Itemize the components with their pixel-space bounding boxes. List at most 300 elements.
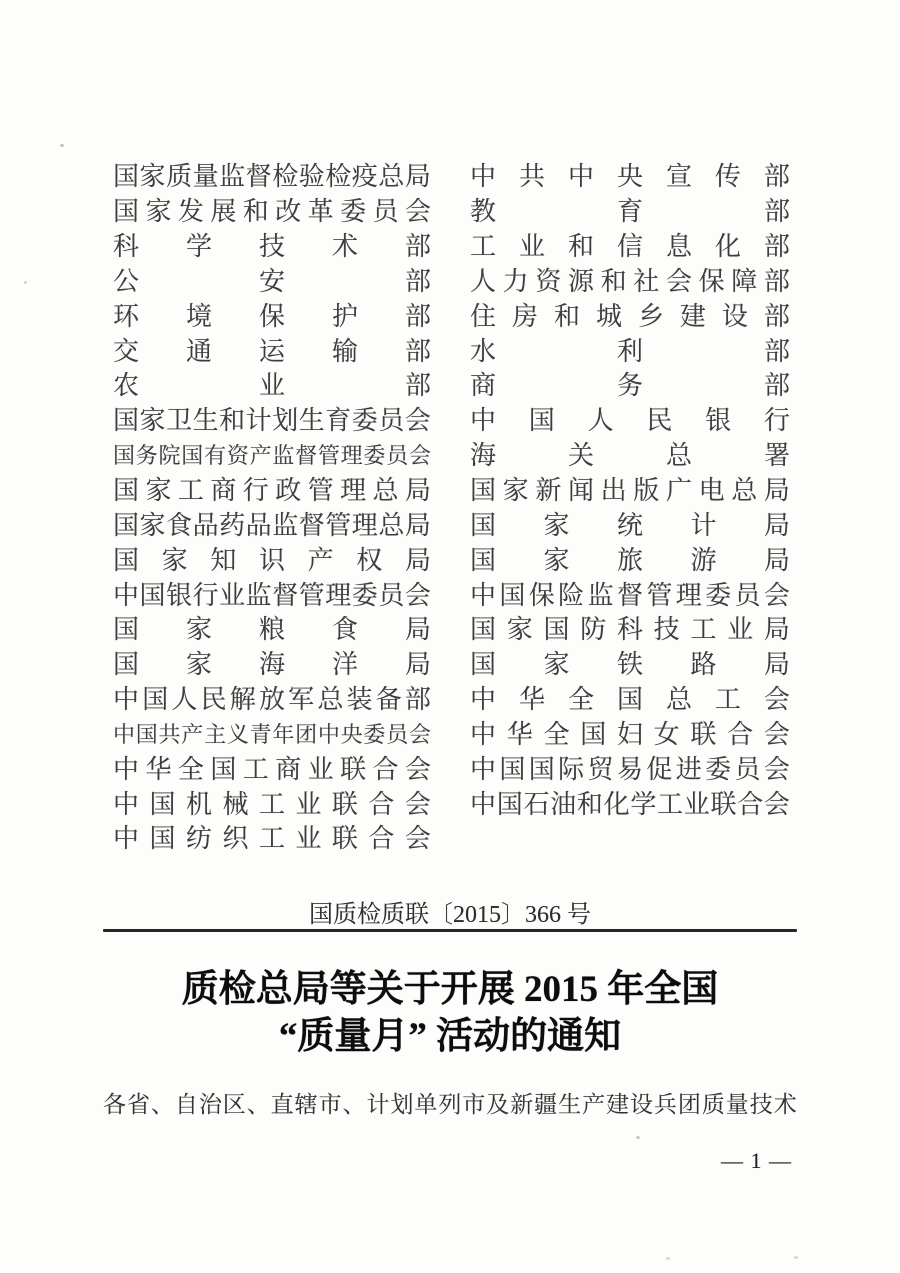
- char: 务: [616, 371, 643, 401]
- char: 省: [126, 1092, 150, 1117]
- char: 国: [113, 406, 140, 436]
- char: 部: [404, 336, 431, 366]
- char: 行: [763, 406, 790, 436]
- char: 督: [272, 580, 299, 610]
- char: 央: [616, 162, 643, 192]
- char: 家: [139, 510, 166, 540]
- char: 人: [470, 266, 497, 296]
- char: 监: [272, 510, 299, 540]
- char: 产: [181, 721, 204, 747]
- agency-name-row: [470, 265, 790, 300]
- char: 家: [506, 615, 533, 645]
- char: 理: [675, 580, 702, 610]
- char: 会: [404, 824, 431, 854]
- char: 农: [113, 371, 140, 401]
- scan-speck: [24, 281, 27, 284]
- char: 公: [113, 266, 140, 296]
- char: 放: [258, 685, 285, 715]
- char: 会: [408, 721, 431, 747]
- char: 部: [763, 197, 790, 227]
- char: 中: [470, 719, 497, 749]
- char: 合: [368, 789, 395, 819]
- char: 家: [161, 545, 188, 575]
- char: 会: [763, 580, 790, 610]
- agency-name-row: [113, 230, 431, 265]
- char: 中: [317, 721, 340, 747]
- char: 产: [307, 545, 334, 575]
- char: 贸: [587, 754, 614, 784]
- char: 育: [325, 406, 352, 436]
- agency-name-row: [113, 648, 431, 683]
- char: 业: [518, 232, 545, 262]
- char: 部: [763, 336, 790, 366]
- char: 识: [258, 545, 285, 575]
- char: 商: [275, 754, 302, 784]
- char: 石: [523, 789, 550, 819]
- char: 监: [272, 443, 295, 469]
- agency-name-row: [470, 508, 790, 543]
- char: 家: [185, 650, 212, 680]
- char: 家: [145, 476, 172, 506]
- char: 委: [363, 443, 386, 469]
- char: 中: [470, 162, 497, 192]
- char: 科: [113, 232, 140, 262]
- char: 路: [690, 650, 717, 680]
- char: 护: [331, 301, 358, 331]
- agency-name-row: [470, 613, 790, 648]
- char: 工: [470, 232, 497, 262]
- char: 资: [535, 266, 562, 296]
- char: 住: [470, 301, 497, 331]
- char: 总: [372, 476, 399, 506]
- char: 计: [366, 1092, 390, 1117]
- char: 理: [325, 580, 352, 610]
- char: 术: [773, 1092, 797, 1117]
- char: 进: [675, 754, 702, 784]
- char: 委: [363, 721, 386, 747]
- scan-speck: [636, 1136, 640, 1139]
- char: 督: [616, 580, 643, 610]
- char: 业: [258, 371, 285, 401]
- char: 食: [331, 615, 358, 645]
- char: 总: [665, 685, 692, 715]
- char: 术: [331, 232, 358, 262]
- scan-speck: [794, 1256, 798, 1259]
- title-line-2: “质量月” 活动的通知: [278, 1016, 622, 1057]
- char: 监: [587, 580, 614, 610]
- page-number: — 1 —: [721, 1148, 792, 1173]
- char: 会: [404, 406, 431, 436]
- char: 工: [714, 685, 741, 715]
- char: 部: [404, 301, 431, 331]
- char: 国: [470, 615, 497, 645]
- char: 卫: [166, 406, 193, 436]
- char: 部: [404, 232, 431, 262]
- char: 合: [368, 824, 395, 854]
- char: 改: [275, 197, 302, 227]
- char: 管: [317, 443, 340, 469]
- agency-name-row: [113, 195, 431, 230]
- char: 国: [135, 721, 158, 747]
- char: 技: [749, 1092, 773, 1117]
- char: 国: [470, 545, 497, 575]
- char: 中: [113, 685, 140, 715]
- char: 检: [272, 162, 299, 192]
- char: 划: [390, 1092, 414, 1117]
- char: 划: [272, 406, 299, 436]
- char: 统: [616, 510, 643, 540]
- char: 工: [177, 476, 204, 506]
- char: 局: [404, 545, 431, 575]
- char: 会: [763, 754, 790, 784]
- char: 部: [404, 266, 431, 296]
- char: 广: [665, 476, 692, 506]
- char: 商: [470, 371, 497, 401]
- scan-speck: [666, 1257, 670, 1260]
- char: 产: [249, 443, 272, 469]
- char: 化: [603, 789, 630, 819]
- char: 会: [404, 197, 431, 227]
- char: 际: [558, 754, 585, 784]
- char: 工: [657, 789, 684, 819]
- char: 列: [438, 1092, 462, 1117]
- char: 年: [272, 721, 295, 747]
- char: 青: [249, 721, 272, 747]
- char: 权: [356, 545, 383, 575]
- char: 和: [576, 789, 603, 819]
- agency-name-row: [113, 613, 431, 648]
- char: 和: [567, 232, 594, 262]
- char: 义: [226, 721, 249, 747]
- char: 防: [580, 615, 607, 645]
- char: 共: [518, 162, 545, 192]
- char: 部: [763, 371, 790, 401]
- char: 电: [698, 476, 725, 506]
- char: 交: [113, 336, 140, 366]
- char: 宣: [665, 162, 692, 192]
- char: 产: [582, 1092, 606, 1117]
- char: 部: [763, 232, 790, 262]
- char: 部: [404, 685, 431, 715]
- char: 中: [470, 685, 497, 715]
- char: 备: [375, 685, 402, 715]
- char: 及: [486, 1092, 510, 1117]
- char: 国: [210, 754, 237, 784]
- char: 房: [511, 301, 538, 331]
- agency-name-row: [113, 404, 431, 439]
- char: 华: [518, 685, 545, 715]
- char: 通: [185, 336, 212, 366]
- char: 设: [629, 1092, 653, 1117]
- char: 商: [210, 476, 237, 506]
- char: 全: [567, 685, 594, 715]
- char: 全: [177, 754, 204, 784]
- char: 中: [113, 824, 140, 854]
- char: 央: [340, 721, 363, 747]
- char: 国: [580, 719, 607, 749]
- char: 各: [103, 1092, 126, 1117]
- agency-name-row: [113, 299, 431, 334]
- char: 资: [226, 443, 249, 469]
- char: 生: [558, 1092, 582, 1117]
- char: 总: [731, 476, 758, 506]
- char: 教: [470, 197, 497, 227]
- char: 局: [763, 650, 790, 680]
- char: 国: [528, 754, 555, 784]
- agency-name-row: [470, 718, 790, 753]
- char: 局: [763, 510, 790, 540]
- char: 检: [325, 162, 352, 192]
- title-line-1: 质检总局等关于开展 2015 年全国: [181, 969, 719, 1010]
- char: 家: [543, 510, 570, 540]
- agency-name-row: [470, 787, 790, 822]
- agency-column-left: [113, 160, 431, 857]
- char: 验: [298, 162, 325, 192]
- char: 、: [246, 1092, 270, 1117]
- document-number: 国质检质联〔2015〕366 号: [309, 902, 591, 928]
- char: 传: [714, 162, 741, 192]
- char: 品: [192, 510, 219, 540]
- char: 质: [166, 162, 193, 192]
- char: 药: [219, 510, 246, 540]
- char: 理: [340, 443, 363, 469]
- char: 联: [331, 824, 358, 854]
- char: 单: [414, 1092, 438, 1117]
- char: 国: [113, 510, 140, 540]
- char: 妇: [616, 719, 643, 749]
- char: 业: [683, 789, 710, 819]
- char: 局: [763, 615, 790, 645]
- char: 监: [245, 580, 272, 610]
- char: 华: [145, 754, 172, 784]
- char: 会: [763, 719, 790, 749]
- char: 国: [113, 476, 140, 506]
- char: 管: [307, 476, 334, 506]
- char: 家: [502, 476, 529, 506]
- char: 国: [528, 406, 555, 436]
- char: 委: [705, 580, 732, 610]
- char: 会: [763, 789, 790, 819]
- agency-name-row: [113, 683, 431, 718]
- char: 家: [543, 545, 570, 575]
- char: 发: [177, 197, 204, 227]
- char: 军: [288, 685, 315, 715]
- char: 新: [535, 476, 562, 506]
- char: 署: [763, 441, 790, 471]
- char: 局: [763, 476, 790, 506]
- char: 家: [185, 615, 212, 645]
- char: 工: [258, 789, 285, 819]
- char: 联: [331, 789, 358, 819]
- agency-name-row: [113, 543, 431, 578]
- char: 联: [710, 789, 737, 819]
- char: 洋: [331, 650, 358, 680]
- char: 国: [113, 443, 136, 469]
- char: 部: [763, 301, 790, 331]
- char: 会: [665, 266, 692, 296]
- char: 国: [616, 685, 643, 715]
- char: 国: [470, 510, 497, 540]
- agency-name-row: [113, 265, 431, 300]
- char: 量: [725, 1092, 749, 1117]
- char: 部: [763, 162, 790, 192]
- char: 学: [185, 232, 212, 262]
- char: 疆: [534, 1092, 558, 1117]
- char: 品: [245, 510, 272, 540]
- char: 全: [543, 719, 570, 749]
- char: 管: [646, 580, 673, 610]
- char: 兵: [653, 1092, 677, 1117]
- char: 局: [404, 476, 431, 506]
- char: 家: [145, 197, 172, 227]
- char: 督: [295, 443, 318, 469]
- agency-name-row: [470, 439, 790, 474]
- char: 版: [633, 476, 660, 506]
- char: 促: [646, 754, 673, 784]
- char: 家: [139, 162, 166, 192]
- char: 科: [616, 615, 643, 645]
- char: 信: [616, 232, 643, 262]
- char: 育: [616, 197, 643, 227]
- char: 计: [690, 510, 717, 540]
- char: 院: [158, 443, 181, 469]
- agency-name-row: [470, 160, 790, 195]
- char: 行: [242, 476, 269, 506]
- char: 员: [378, 406, 405, 436]
- char: 海: [470, 441, 497, 471]
- char: 中: [113, 580, 140, 610]
- char: 员: [734, 580, 761, 610]
- char: 机: [185, 789, 212, 819]
- char: 女: [653, 719, 680, 749]
- char: 局: [404, 162, 431, 192]
- char: 疫: [351, 162, 378, 192]
- char: 国: [149, 824, 176, 854]
- char: 理: [340, 476, 367, 506]
- char: 械: [222, 789, 249, 819]
- agency-name-row: [113, 508, 431, 543]
- char: 展: [210, 197, 237, 227]
- char: 有: [204, 443, 227, 469]
- char: 国: [543, 615, 570, 645]
- char: 辖: [294, 1092, 318, 1117]
- char: 中: [113, 721, 136, 747]
- char: 保: [698, 266, 725, 296]
- char: 新: [510, 1092, 534, 1117]
- agency-name-row: [470, 648, 790, 683]
- char: 合: [727, 719, 754, 749]
- agency-name-row: [470, 543, 790, 578]
- char: 局: [763, 545, 790, 575]
- agency-name-row: [113, 822, 431, 857]
- char: 合: [372, 754, 399, 784]
- char: 会: [408, 443, 431, 469]
- agency-name-row: [470, 299, 790, 334]
- char: 合: [737, 789, 764, 819]
- char: 旅: [616, 545, 643, 575]
- char: 委: [340, 197, 367, 227]
- char: 纺: [185, 824, 212, 854]
- char: 银: [705, 406, 732, 436]
- char: 国: [499, 754, 526, 784]
- char: 生: [298, 406, 325, 436]
- char: 员: [378, 580, 405, 610]
- char: 家: [543, 650, 570, 680]
- char: 和: [553, 301, 580, 331]
- char: 保: [258, 301, 285, 331]
- char: 输: [331, 336, 358, 366]
- char: 保: [528, 580, 555, 610]
- char: 会: [404, 754, 431, 784]
- char: 银: [166, 580, 193, 610]
- char: 食: [166, 510, 193, 540]
- char: 中: [113, 789, 140, 819]
- char: 国: [470, 650, 497, 680]
- char: 业: [295, 824, 322, 854]
- char: 社: [633, 266, 660, 296]
- char: 业: [727, 615, 754, 645]
- char: 团: [295, 721, 318, 747]
- char: 管: [298, 580, 325, 610]
- char: 织: [222, 824, 249, 854]
- agency-name-row: [113, 718, 431, 753]
- char: 督: [298, 510, 325, 540]
- char: 中: [470, 580, 497, 610]
- char: 团: [677, 1092, 701, 1117]
- char: 和: [219, 406, 246, 436]
- char: 源: [567, 266, 594, 296]
- char: 技: [258, 232, 285, 262]
- char: 员: [386, 443, 409, 469]
- char: 海: [258, 650, 285, 680]
- agency-name-row: [113, 474, 431, 509]
- char: 、: [342, 1092, 366, 1117]
- char: 运: [258, 336, 285, 366]
- char: 革: [307, 197, 334, 227]
- char: 联: [690, 719, 717, 749]
- char: 乡: [637, 301, 664, 331]
- char: 民: [200, 685, 227, 715]
- char: 国: [149, 789, 176, 819]
- char: 治: [198, 1092, 222, 1117]
- scan-speck: [60, 144, 64, 147]
- char: 学: [630, 789, 657, 819]
- char: 国: [499, 580, 526, 610]
- agency-name-row: [470, 195, 790, 230]
- char: 安: [258, 266, 285, 296]
- char: 中: [470, 789, 497, 819]
- char: 家: [139, 406, 166, 436]
- scan-speck: [408, 376, 411, 379]
- char: 业: [295, 789, 322, 819]
- char: 区: [222, 1092, 246, 1117]
- char: 国: [113, 650, 140, 680]
- char: 国: [139, 580, 166, 610]
- char: 委: [705, 754, 732, 784]
- document-title: [103, 966, 797, 1060]
- agency-name-row: [470, 683, 790, 718]
- agency-name-row: [113, 787, 431, 822]
- char: 水: [470, 336, 497, 366]
- char: 险: [558, 580, 585, 610]
- char: 国: [113, 545, 140, 575]
- char: 工: [690, 615, 717, 645]
- char: 油: [550, 789, 577, 819]
- char: 理: [351, 510, 378, 540]
- char: 国: [113, 615, 140, 645]
- char: 局: [404, 615, 431, 645]
- char: 中: [567, 162, 594, 192]
